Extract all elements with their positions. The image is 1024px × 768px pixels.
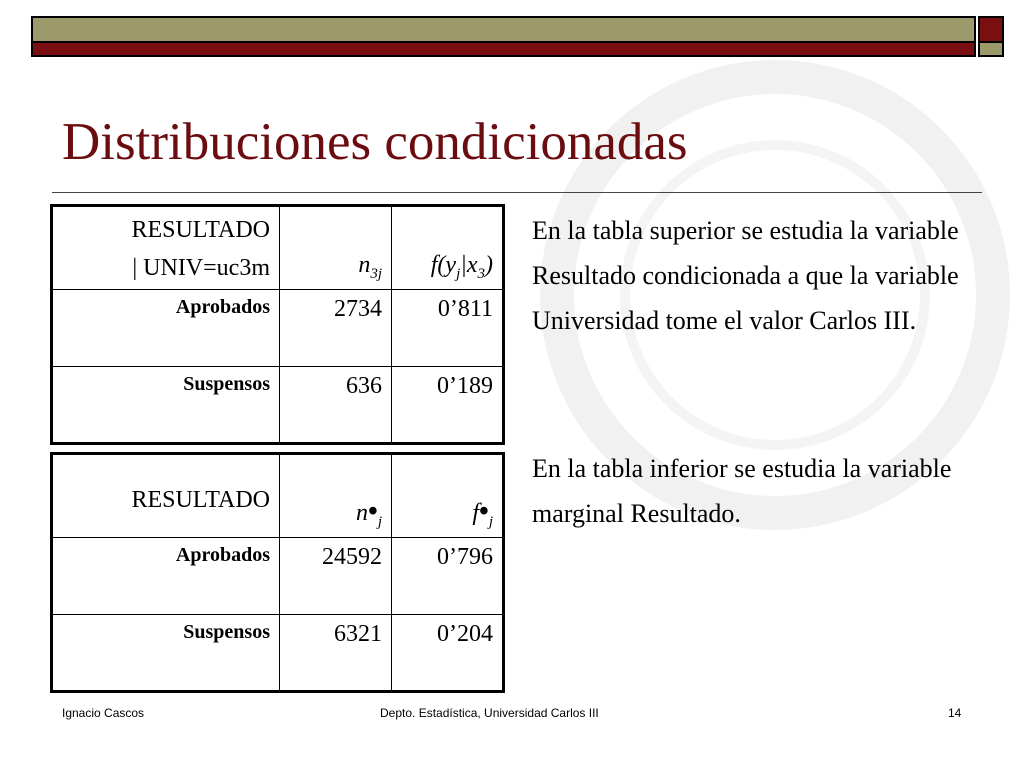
paragraph-marginal: En la tabla inferior se estudia la variable marginal Resultado.: [532, 454, 952, 528]
cell-f: 0’796: [392, 538, 504, 615]
math-dot: •: [368, 496, 378, 527]
table-row: [52, 367, 504, 444]
row-label: Suspensos: [52, 367, 280, 444]
cell-f: 0’189: [392, 367, 504, 444]
footer-page-number: 14: [948, 706, 962, 720]
cell-n: 636: [280, 367, 392, 444]
math-base: n: [356, 500, 369, 526]
header-f-cell: [392, 206, 504, 290]
table-header-row: [52, 206, 504, 290]
row-label: Suspensos: [52, 615, 280, 692]
header-resultado-cell: [52, 206, 280, 290]
math-subscript: j: [456, 266, 461, 282]
math-base: n: [358, 252, 371, 278]
math-part: |x: [460, 252, 478, 278]
header-bar-olive: [31, 16, 976, 43]
slide-title: Distribuciones condicionadas: [62, 113, 688, 171]
paragraph-conditional: En la tabla superior se estudia la variable Resultado condicionada a que la variable Universidad tome el valor Carlos III.: [532, 216, 959, 335]
table-row: [52, 290, 504, 367]
table-row: [52, 615, 504, 692]
header-resultado-cell: RESULTADO: [52, 454, 280, 538]
header-f-dot-j-cell: [392, 454, 504, 538]
table-row: [52, 538, 504, 615]
math-subscript: 3j: [370, 266, 382, 282]
cell-n: 2734: [280, 290, 392, 367]
row-label: Aprobados: [52, 538, 280, 615]
header-line-2: | UNIV=uc3m: [132, 255, 270, 281]
footer-author: Ignacio Cascos: [62, 706, 145, 720]
table-conditional: [50, 204, 505, 445]
header-square-maroon: [978, 16, 1004, 43]
cell-f: 0’204: [392, 615, 504, 692]
math-subscript: j: [488, 514, 493, 530]
header-square-olive: [978, 43, 1004, 57]
math-part: f(y: [430, 252, 457, 278]
math-part: ): [485, 252, 493, 278]
math-base: f: [472, 500, 480, 526]
cell-n: 6321: [280, 615, 392, 692]
table-marginal: [50, 452, 505, 693]
title-divider: [52, 192, 982, 193]
header-n-dot-j-cell: [280, 454, 392, 538]
header-bar-maroon: [31, 43, 976, 57]
cell-n: 24592: [280, 538, 392, 615]
math-subscript: j: [377, 514, 382, 530]
header-n3j-cell: [280, 206, 392, 290]
header-line-1: RESULTADO: [131, 217, 270, 243]
math-dot: •: [479, 496, 489, 527]
row-label: Aprobados: [52, 290, 280, 367]
footer-department: Depto. Estadística, Universidad Carlos III: [380, 706, 599, 720]
math-subscript: 3: [477, 266, 485, 282]
cell-f: 0’811: [392, 290, 504, 367]
table-header-row: [52, 454, 504, 538]
